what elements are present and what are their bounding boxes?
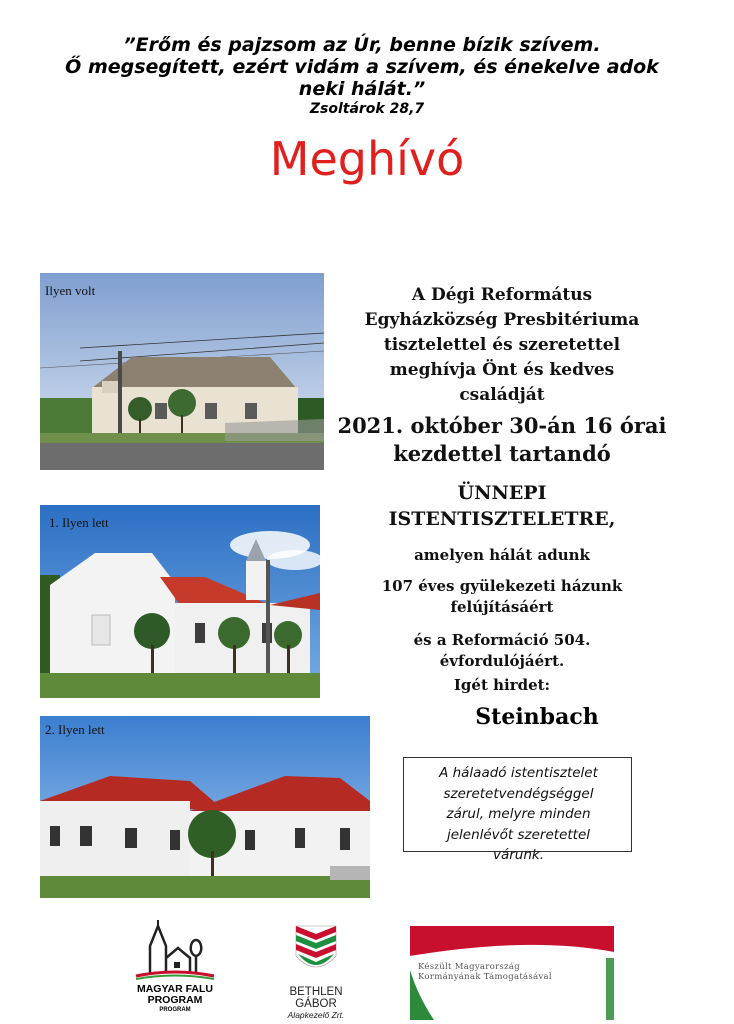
bethlen-shield-icon <box>268 922 364 980</box>
verse-line: neki hálát.” <box>298 78 426 100</box>
preacher-name: Steinbach <box>475 704 599 730</box>
photo-caption: 1. Ilyen lett <box>49 515 109 530</box>
logo-small-text: PROGRAM <box>159 1007 191 1013</box>
church-house-after-image <box>40 716 370 898</box>
logo-line: MAGYAR FALU <box>136 983 214 995</box>
church-house-after-image <box>40 505 320 698</box>
logo-line: BETHLEN GÁBOR <box>289 986 343 1010</box>
date-line: kezdettel tartandó <box>393 441 611 466</box>
thanks-intro: amelyen hálát adunk <box>414 546 590 564</box>
logo-line: Kormányának Támogatásával <box>418 972 552 982</box>
magyar-falu-program-logo <box>130 918 220 1022</box>
reception-note <box>403 757 632 863</box>
note-line: zárul, melyre minden <box>446 806 591 822</box>
thanks-reformation <box>322 630 682 672</box>
reformation-line: évfordulójáért. <box>439 652 565 670</box>
preaching-label: Igét hirdet: <box>453 676 551 694</box>
page-title: Meghívó <box>269 132 465 186</box>
photo-caption: Ilyen volt <box>45 283 96 298</box>
photo-caption: 2. Ilyen lett <box>45 722 105 737</box>
thanks-line: felújításáért <box>450 598 554 616</box>
service-line: ISTENTISZTELETRE, <box>388 508 616 530</box>
verse-reference: Zsoltárok 28,7 <box>309 101 425 117</box>
logo-line: PROGRAM <box>147 994 203 1006</box>
invitation-line: meghívja Önt és kedves <box>389 360 615 380</box>
bethlen-gabor-logo <box>268 922 364 1018</box>
note-line: jelenlévőt szeretettel <box>446 826 591 843</box>
date-line: 2021. október 30-án 16 órai <box>337 413 667 438</box>
preacher-name-clip <box>322 700 682 730</box>
photo-before <box>40 273 324 470</box>
service-name <box>322 480 682 532</box>
thanks-line: 107 éves gyülekezeti házunk <box>381 577 623 595</box>
note-line: szeretetvendégséggel <box>443 785 594 802</box>
note-line: várunk. <box>492 847 545 863</box>
village-icon <box>130 918 220 980</box>
photo-after-2 <box>40 716 370 898</box>
note-line: A hálaadó istentisztelet <box>439 765 598 781</box>
reformation-line: és a Reformáció 504. <box>413 631 591 649</box>
government-support-logo <box>410 926 614 1020</box>
invitation-line: A Dégi Református <box>411 285 593 305</box>
event-date <box>322 412 682 468</box>
church-house-before-image <box>40 273 324 470</box>
verse-line: Ő megsegített, ezért vidám a szívem, és énekelve adok <box>65 56 659 78</box>
logo-small-text: Alapkezelő Zrt. <box>287 1010 345 1020</box>
invitation-line: családját <box>459 385 545 405</box>
bible-verse <box>0 34 724 100</box>
invitation-line: tisztelettel és szeretettel <box>383 335 621 355</box>
verse-line: ”Erőm és pajzsom az Úr, benne bízik szívem. <box>123 34 601 56</box>
logo-line: Készült Magyarország <box>418 962 520 972</box>
service-line: ÜNNEPI <box>457 482 547 504</box>
invitation-line: Egyházközség Presbitériuma <box>364 310 640 330</box>
photo-after-1 <box>40 505 320 698</box>
invitation-intro <box>322 283 682 408</box>
thanks-house <box>322 576 682 618</box>
